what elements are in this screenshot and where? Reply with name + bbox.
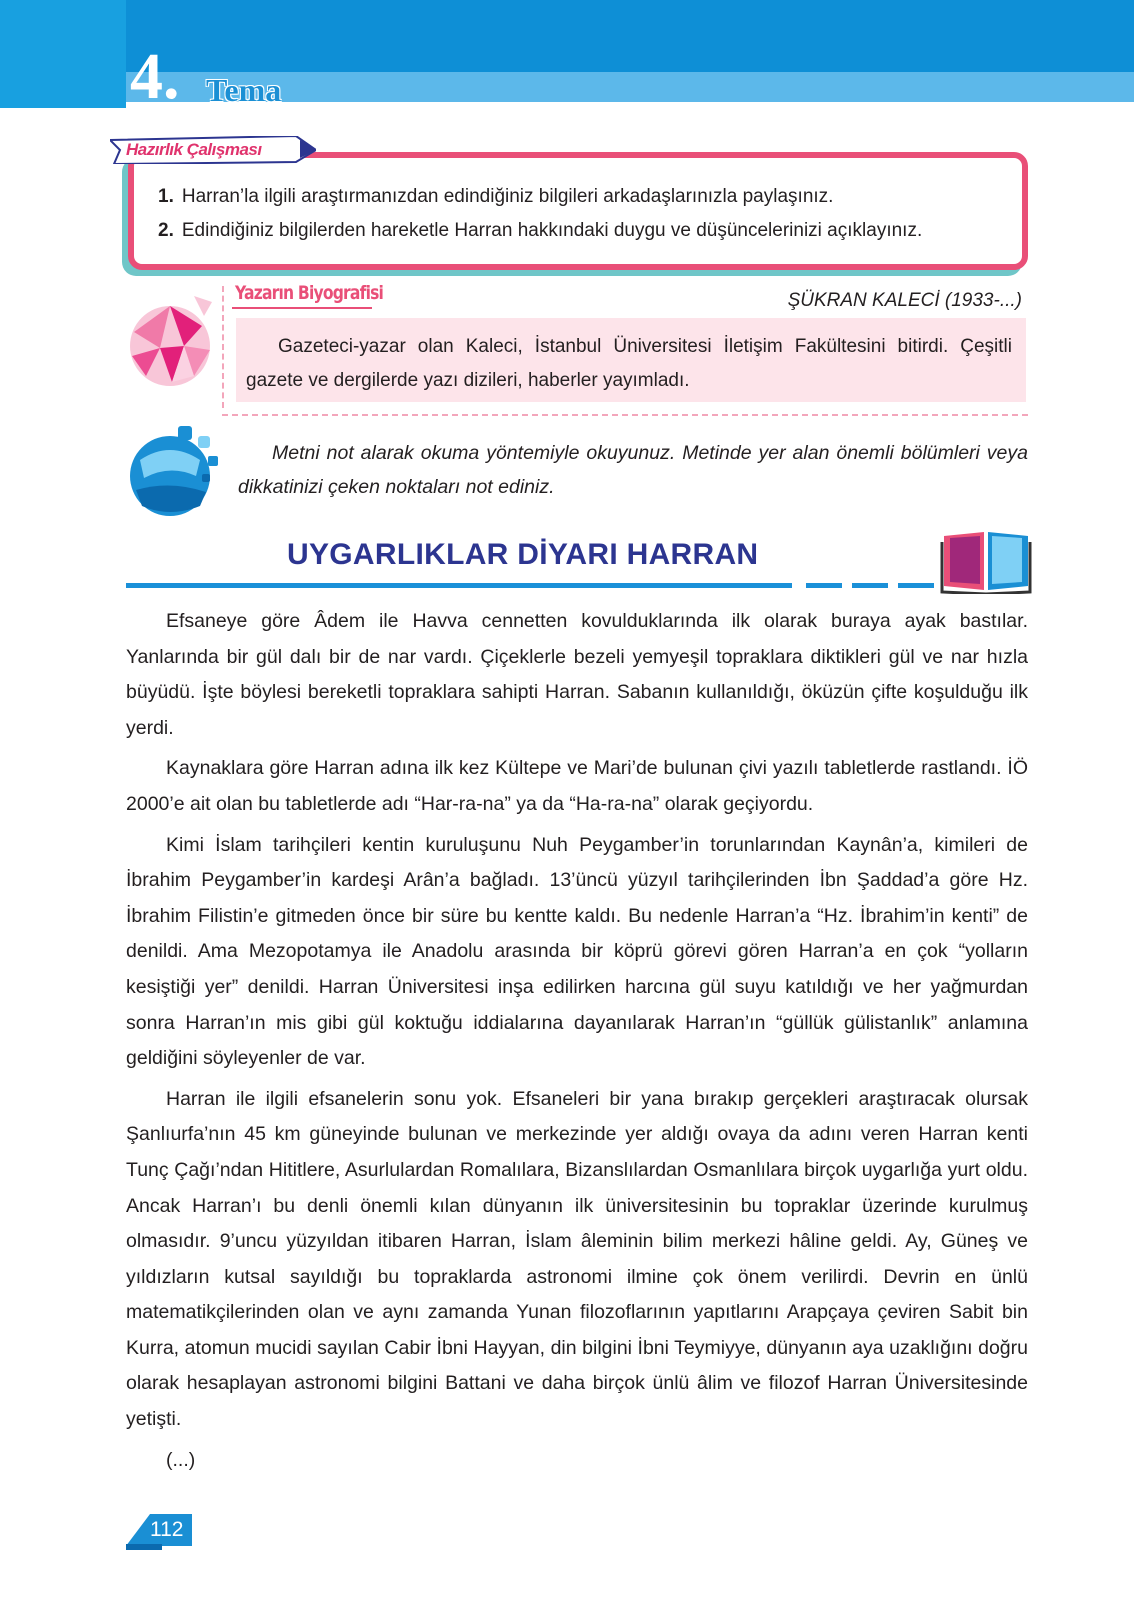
article-body [126, 604, 1028, 1483]
bio-author: ŞÜKRAN KALECİ (1933-...) [787, 290, 1022, 311]
paragraph: Kimi İslam tarihçileri kentin kuruluşunu Nuh Peygamber’in torunlarından Kaynân’a, kimileri de İbrahim Peygamber’in kardeşi Arân’a bağladı. 13’üncü yüzyıl tarihçilerinden İbn Şaddad’a göre Hz. İbrahim Filistin’e gitmeden önce bir süre bu kentte kaldı. Bu nedenle Harran’a “Hz. İbrahim’in kenti” de denildi. Ama Mezopotamya ile Anadolu arasında bir köprü görevi gören Harran’a en çok “yolların kesiştiği yer” denildi. Harran Üniversitesi inşa edilirken harcına gül suyu katıldığı ve her yağmurdan sonra Harran’ın mis gibi gül koktuğu iddialarına dayanılarak Harran’ın “güllük gülistanlık” anlamına geldiğini söyleyenler de var. [126, 833, 1028, 1070]
preparation-box [128, 152, 1028, 270]
theme-tab [0, 0, 126, 108]
bio-divider-horizontal [222, 414, 1028, 416]
bio-title-underline [232, 307, 372, 309]
open-book-icon [940, 528, 1034, 594]
faceted-globe-icon [124, 296, 216, 392]
reading-instruction: Metni not alarak okuma yöntemiyle okuyunuz. Metinde yer alan önemli bölümleri veya dikkatinizi çeken noktaları not ediniz. [238, 442, 1028, 498]
list-item: 1. Harran’la ilgili araştırmanızdan edindiğiniz bilgileri arkadaşlarınızla paylaşınız. [158, 186, 834, 207]
article-title: UYGARLIKLAR DİYARI HARRAN [287, 538, 759, 571]
paragraph: Harran ile ilgili efsanelerin sonu yok. Efsaneleri bir yana bırakıp gerçekleri araştıracak olursak Şanlıurfa’nın 45 km güneyinde bulunan ve merkezinde yer aldığı ovaya da adını veren Harran kenti Tunç Çağı’ndan Hititlere, Asurlulardan Romalılara, Bizanslılardan Osmanlılara birçok uygarlığa yurt oldu. Ancak Harran’ı bu denli önemli kılan dünyanın ilk üniversitesinin bu topraklar üzerinde kurulmuş olmasıdır. 9’uncu yüzyıldan itibaren Harran, İslam âleminin bilim merkezi hâline geldi. Ay, Güneş ve yıldızların kutsal sayıldığı bu topraklarda astronomi ilmine çok önem verilirdi. Devrin en ünlü matematikçilerinden olan ve aynı zamanda Yunan filozoflarının yapıtlarını Arapçaya çeviren Sabit bin Kurra, atomun mucidi sayılan Cabir İbni Hayyan, din bilgini İbni Teymiyye, dünyanın aya uzaklığını doğru olarak hesaplayan astronomi bilgini Battani ve daha birçok ünlü âlim ve filozof Harran Üniversitesinde yetişti. [126, 1087, 1028, 1431]
title-dash [852, 583, 888, 588]
theme-word: Tema [206, 72, 282, 108]
paragraph: Efsaneye göre Âdem ile Havva cennetten kovulduklarında ilk olarak buraya ayak bastılar. Yanlarında bir gül dalı bir de nar vardı. Çiçeklerle bezeli yemyeşil topraklara diktikleri gül ve nar hızla büyüdü. İşte böylesi bereketli topraklara sahipti Harran. Sabanın kullanıldığı, öküzün çifte koşulduğu ilk yerdi. [126, 610, 1028, 739]
title-rule [126, 583, 792, 588]
preparation-list [158, 180, 922, 248]
paragraph: Kaynaklara göre Harran adına ilk kez Kültepe ve Mari’de bulunan çivi yazılı tabletlerde rastlandı. İÖ 2000’e ait olan bu tabletlerde adı “Har-ra-na” ya da “Ha-ra-na” olarak geçiyordu. [126, 757, 1028, 815]
puzzle-globe-icon [126, 420, 226, 520]
title-dash [806, 583, 842, 588]
bio-title: Yazarın Biyografisi [235, 282, 384, 304]
preparation-label: Hazırlık Çalışması [110, 136, 316, 164]
title-dash [898, 583, 934, 588]
list-item: 2. Edindiğiniz bilgilerden hareketle Harran hakkındaki duygu ve düşüncelerinizi açıklayınız. [158, 220, 923, 241]
page-number: 112 [150, 1518, 184, 1541]
bio-divider-vertical [222, 286, 224, 408]
theme-number: 4. [130, 40, 180, 113]
bio-text: Gazeteci-yazar olan Kaleci, İstanbul Üniversitesi İletişim Fakültesini bitirdi. Çeşitli gazete ve dergilerde yazı dizileri, haberler yayımladı. [236, 318, 1026, 402]
paragraph: (...) [166, 1448, 196, 1471]
